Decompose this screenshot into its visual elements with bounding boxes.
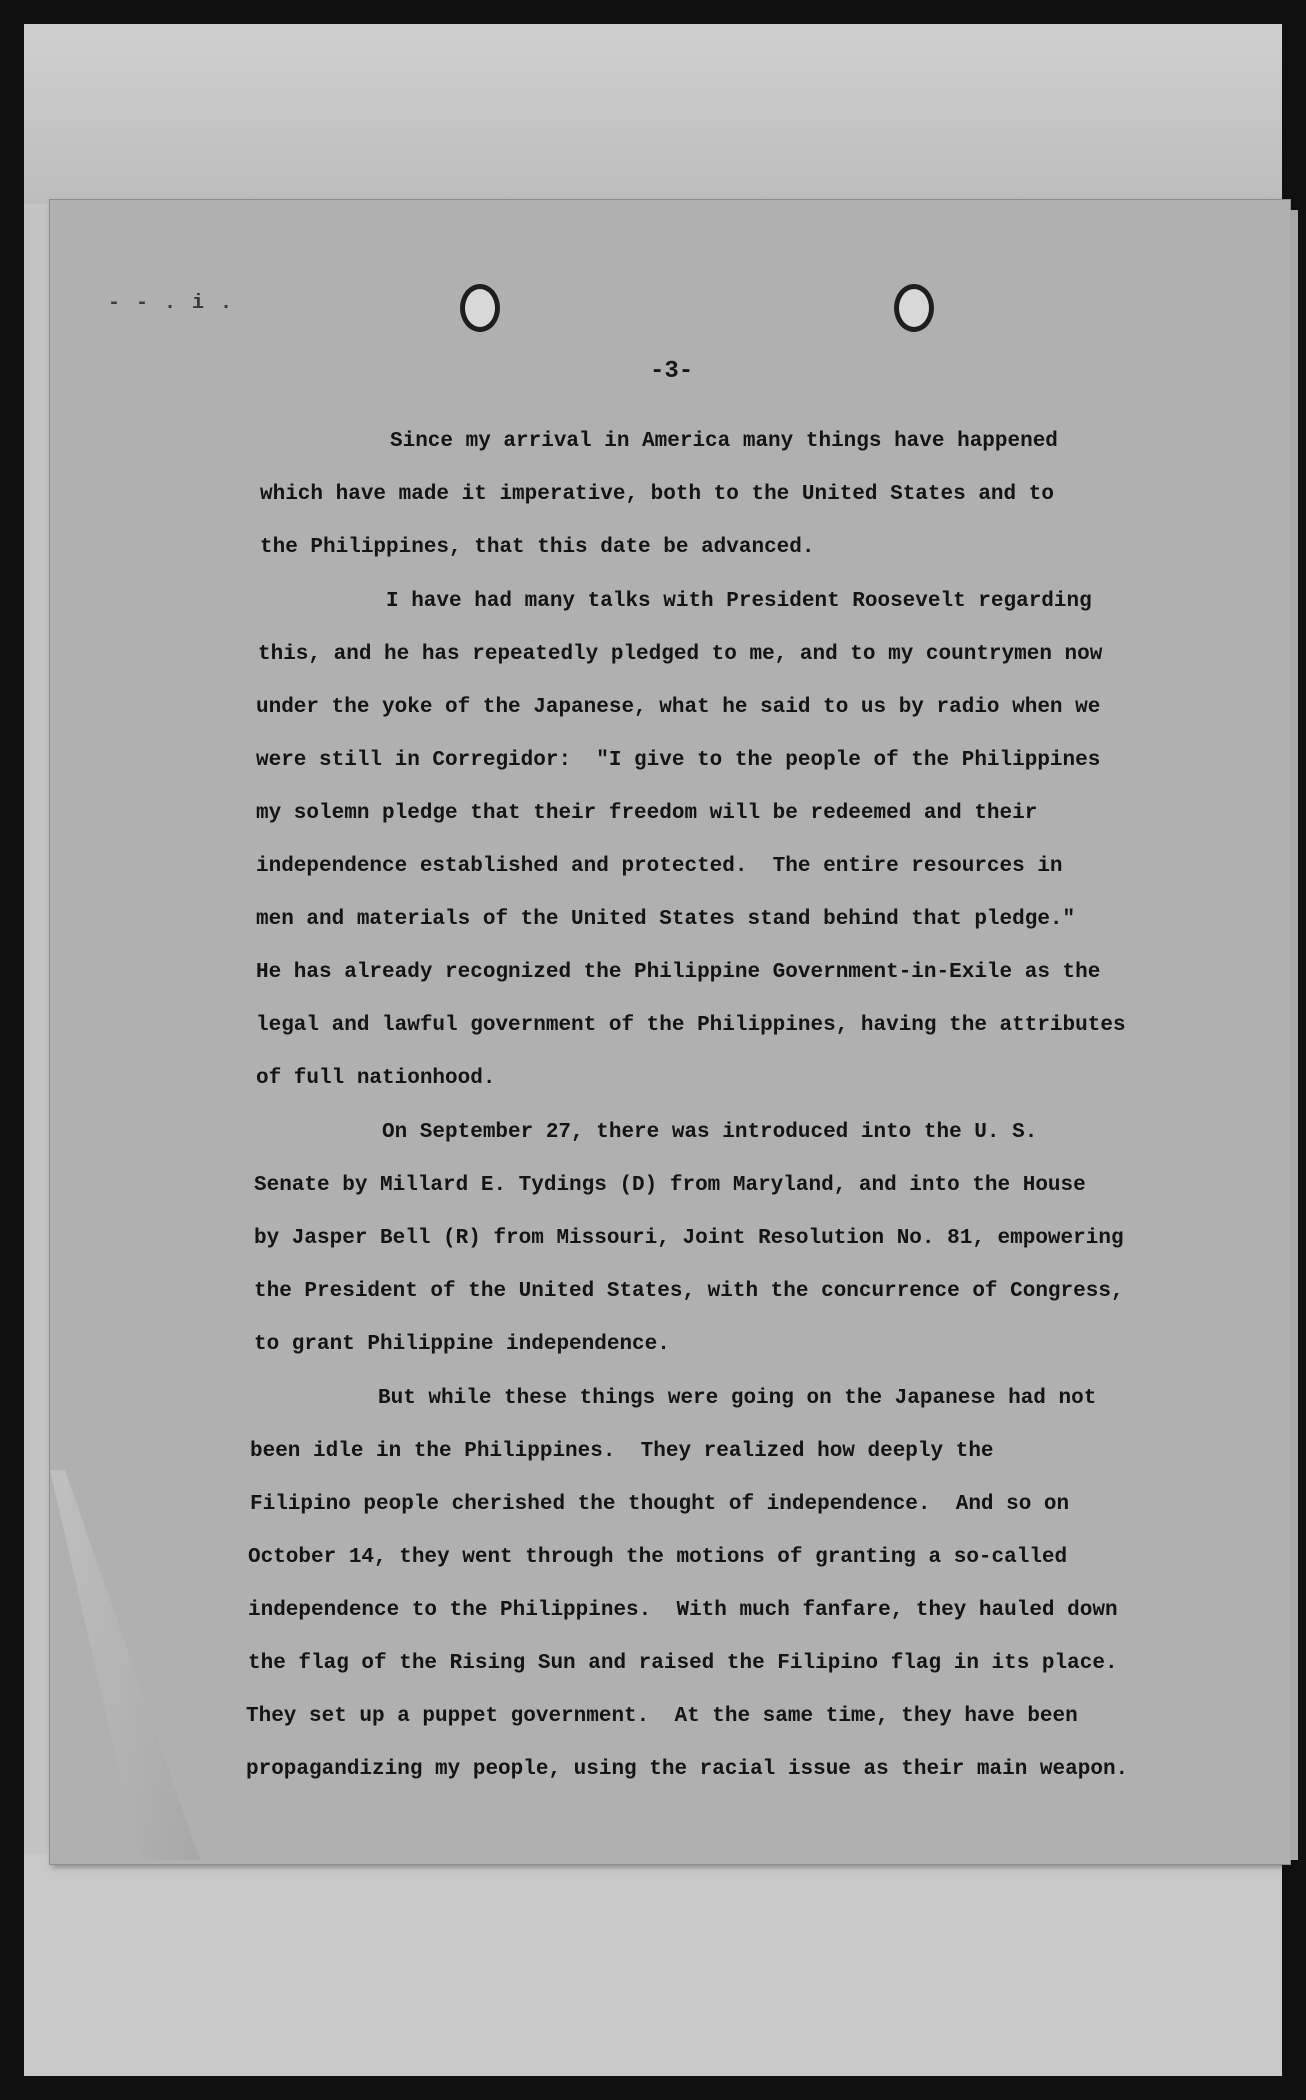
punch-hole-right	[894, 284, 934, 332]
text-line: Senate by Millard E. Tydings (D) from Maryland, and into the House	[254, 1174, 1086, 1197]
text-line: by Jasper Bell (R) from Missouri, Joint Resolution No. 81, empowering	[254, 1227, 1124, 1250]
scanned-document	[24, 24, 1282, 2076]
text-line: the Philippines, that this date be advanced.	[260, 536, 815, 559]
text-line: of full nationhood.	[256, 1067, 496, 1090]
typed-page	[50, 200, 1290, 1864]
corner-mark: - - . i .	[108, 292, 235, 315]
page-edge	[1290, 210, 1298, 1860]
text-line: this, and he has repeatedly pledged to me, and to my countrymen now	[258, 643, 1103, 666]
text-line: which have made it imperative, both to the United States and to	[260, 483, 1054, 506]
folded-corner	[50, 1470, 200, 1860]
text-line: independence to the Philippines. With much fanfare, they hauled down	[248, 1599, 1118, 1622]
text-line: to grant Philippine independence.	[254, 1333, 670, 1356]
text-line: Since my arrival in America many things have happened	[390, 430, 1058, 453]
punch-hole-left	[460, 284, 500, 332]
text-line: under the yoke of the Japanese, what he said to us by radio when we	[256, 696, 1101, 719]
text-line: They set up a puppet government. At the same time, they have been	[246, 1705, 1078, 1728]
text-line: were still in Corregidor: "I give to the people of the Philippines	[256, 749, 1101, 772]
text-line: the flag of the Rising Sun and raised the Filipino flag in its place.	[248, 1652, 1118, 1675]
text-line: been idle in the Philippines. They realized how deeply the	[250, 1440, 994, 1463]
page-number: -3-	[650, 358, 694, 385]
text-line: On September 27, there was introduced into the U. S.	[382, 1121, 1038, 1144]
text-line: But while these things were going on the Japanese had not	[378, 1387, 1097, 1410]
text-line: independence established and protected. The entire resources in	[256, 855, 1063, 878]
text-line: legal and lawful government of the Philippines, having the attributes	[256, 1014, 1126, 1037]
backing-sheet-top	[24, 24, 1282, 204]
text-line: I have had many talks with President Roosevelt regarding	[386, 590, 1092, 613]
text-line: the President of the United States, with the concurrence of Congress,	[254, 1280, 1124, 1303]
backing-sheet-bottom	[24, 1854, 1282, 2076]
text-line: men and materials of the United States stand behind that pledge."	[256, 908, 1076, 931]
text-line: my solemn pledge that their freedom will be redeemed and their	[256, 802, 1038, 825]
text-line: propagandizing my people, using the racial issue as their main weapon.	[246, 1758, 1129, 1781]
text-line: He has already recognized the Philippine Government-in-Exile as the	[256, 961, 1101, 984]
text-line: October 14, they went through the motions of granting a so-called	[248, 1546, 1068, 1569]
text-line: Filipino people cherished the thought of independence. And so on	[250, 1493, 1070, 1516]
